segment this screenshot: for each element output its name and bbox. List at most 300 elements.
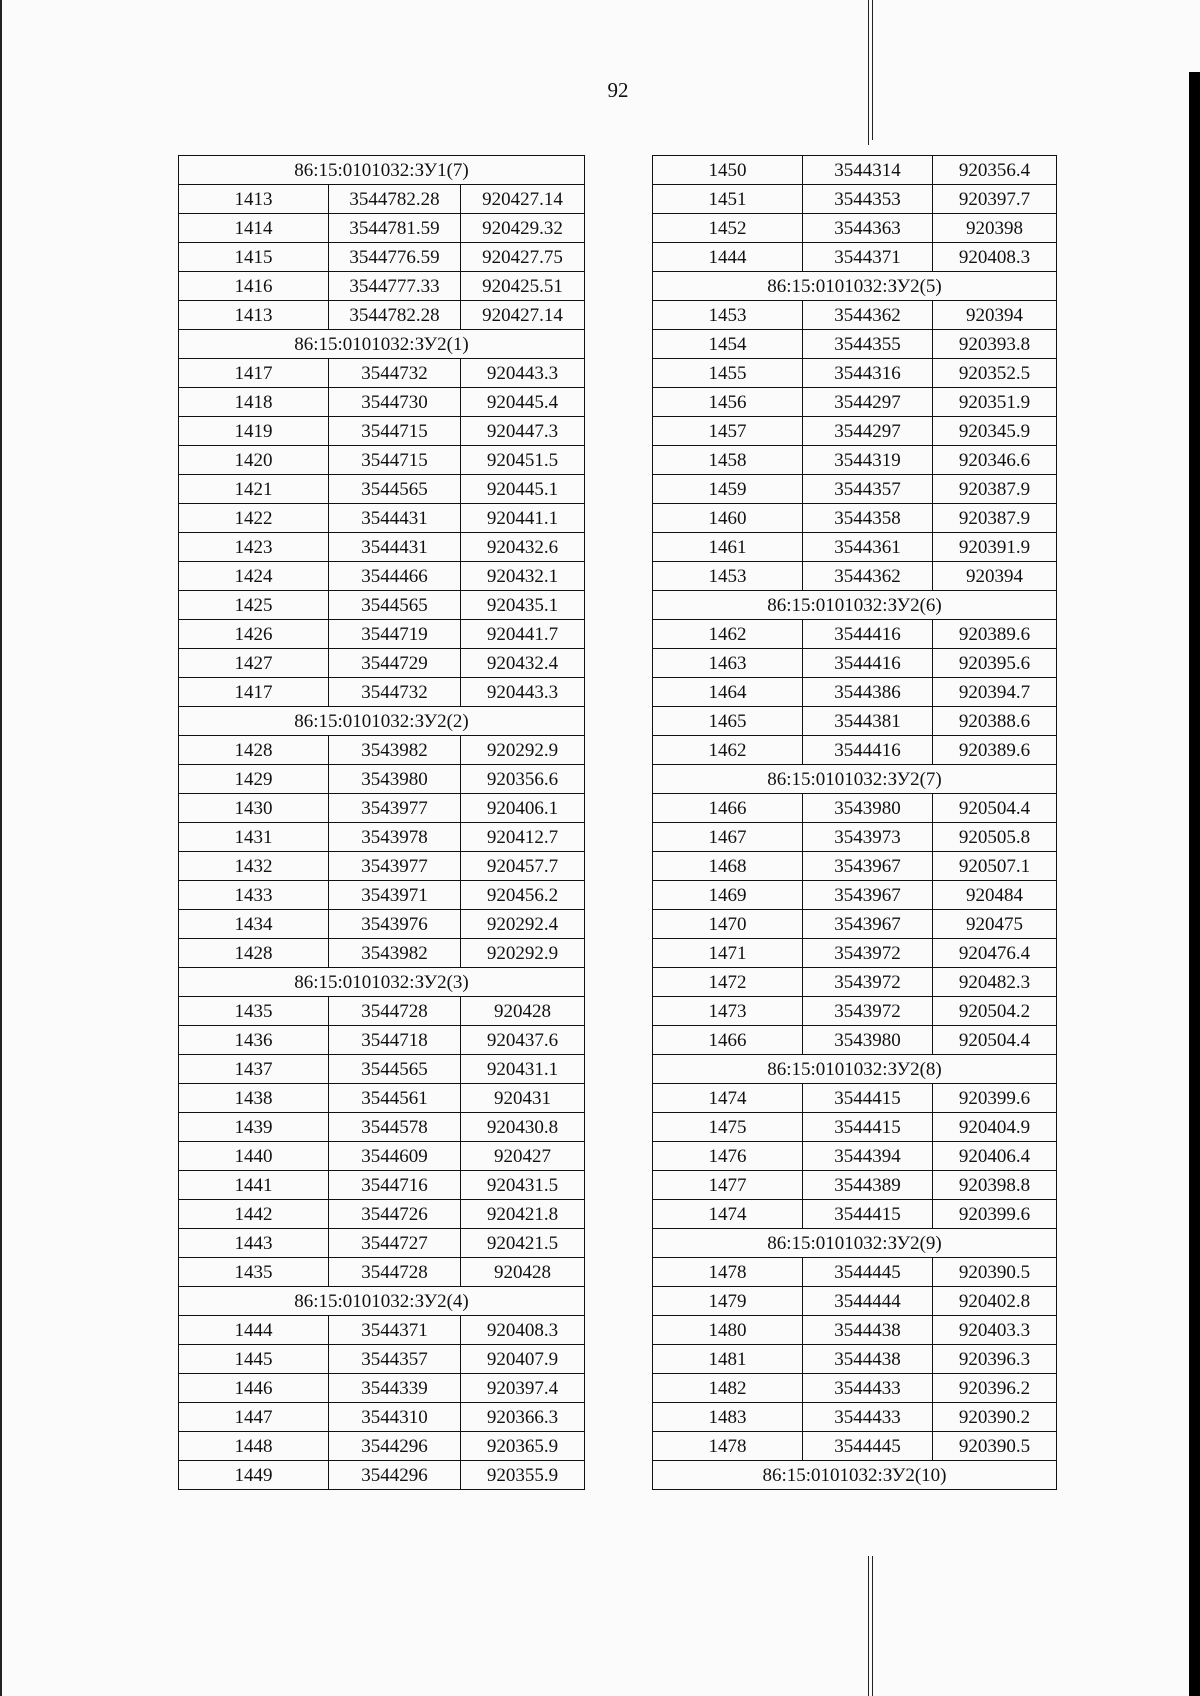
x-coordinate-cell: 3544415 (803, 1113, 933, 1142)
point-number-cell: 1417 (179, 678, 329, 707)
point-number-cell: 1472 (653, 968, 803, 997)
table-row (179, 475, 585, 504)
point-number-cell: 1421 (179, 475, 329, 504)
y-coordinate-cell: 920445.4 (461, 388, 585, 417)
table-row (653, 185, 1057, 214)
fold-line-top-2 (872, 0, 873, 140)
table-row (179, 1113, 585, 1142)
x-coordinate-cell: 3544371 (329, 1316, 461, 1345)
x-coordinate-cell: 3544363 (803, 214, 933, 243)
x-coordinate-cell: 3543976 (329, 910, 461, 939)
point-number-cell: 1475 (653, 1113, 803, 1142)
table-row (179, 591, 585, 620)
point-number-cell: 1480 (653, 1316, 803, 1345)
table-row (653, 1345, 1057, 1374)
point-number-cell: 1467 (653, 823, 803, 852)
y-coordinate-cell: 920456.2 (461, 881, 585, 910)
y-coordinate-cell: 920484 (933, 881, 1057, 910)
x-coordinate-cell: 3544415 (803, 1200, 933, 1229)
y-coordinate-cell: 920431.1 (461, 1055, 585, 1084)
x-coordinate-cell: 3544716 (329, 1171, 461, 1200)
table-row (653, 736, 1057, 765)
section-header-row (653, 1461, 1057, 1490)
y-coordinate-cell: 920389.6 (933, 620, 1057, 649)
point-number-cell: 1434 (179, 910, 329, 939)
point-number-cell: 1439 (179, 1113, 329, 1142)
point-number-cell: 1458 (653, 446, 803, 475)
section-header-row (653, 1055, 1057, 1084)
y-coordinate-cell: 920432.4 (461, 649, 585, 678)
x-coordinate-cell: 3543967 (803, 881, 933, 910)
x-coordinate-cell: 3544310 (329, 1403, 461, 1432)
x-coordinate-cell: 3544444 (803, 1287, 933, 1316)
y-coordinate-cell: 920387.9 (933, 475, 1057, 504)
y-coordinate-cell: 920356.6 (461, 765, 585, 794)
table-row (653, 620, 1057, 649)
y-coordinate-cell: 920394 (933, 301, 1057, 330)
x-coordinate-cell: 3544386 (803, 678, 933, 707)
table-row (179, 1432, 585, 1461)
table-row (179, 852, 585, 881)
x-coordinate-cell: 3544729 (329, 649, 461, 678)
y-coordinate-cell: 920390.5 (933, 1432, 1057, 1461)
point-number-cell: 1477 (653, 1171, 803, 1200)
table-row (653, 678, 1057, 707)
coordinates-table-right (652, 155, 1057, 1490)
point-number-cell: 1453 (653, 301, 803, 330)
section-header-row (179, 330, 585, 359)
point-number-cell: 1427 (179, 649, 329, 678)
y-coordinate-cell: 920427.14 (461, 185, 585, 214)
table-row (653, 881, 1057, 910)
point-number-cell: 1436 (179, 1026, 329, 1055)
parcel-id-cell: 86:15:0101032:ЗУ2(1) (179, 330, 585, 359)
x-coordinate-cell: 3544781.59 (329, 214, 461, 243)
parcel-id-cell: 86:15:0101032:ЗУ2(9) (653, 1229, 1057, 1258)
point-number-cell: 1459 (653, 475, 803, 504)
x-coordinate-cell: 3544389 (803, 1171, 933, 1200)
table-row (653, 1200, 1057, 1229)
x-coordinate-cell: 3544355 (803, 330, 933, 359)
x-coordinate-cell: 3544728 (329, 997, 461, 1026)
x-coordinate-cell: 3544371 (803, 243, 933, 272)
x-coordinate-cell: 3544381 (803, 707, 933, 736)
x-coordinate-cell: 3544353 (803, 185, 933, 214)
x-coordinate-cell: 3544362 (803, 562, 933, 591)
table-row (653, 475, 1057, 504)
y-coordinate-cell: 920391.9 (933, 533, 1057, 562)
point-number-cell: 1483 (653, 1403, 803, 1432)
y-coordinate-cell: 920390.2 (933, 1403, 1057, 1432)
table-row (179, 881, 585, 910)
x-coordinate-cell: 3544565 (329, 475, 461, 504)
y-coordinate-cell: 920430.8 (461, 1113, 585, 1142)
x-coordinate-cell: 3544319 (803, 446, 933, 475)
point-number-cell: 1428 (179, 736, 329, 765)
y-coordinate-cell: 920394.7 (933, 678, 1057, 707)
point-number-cell: 1443 (179, 1229, 329, 1258)
point-number-cell: 1461 (653, 533, 803, 562)
x-coordinate-cell: 3544578 (329, 1113, 461, 1142)
point-number-cell: 1419 (179, 417, 329, 446)
y-coordinate-cell: 920351.9 (933, 388, 1057, 417)
parcel-id-cell: 86:15:0101032:ЗУ1(7) (179, 156, 585, 185)
point-number-cell: 1457 (653, 417, 803, 446)
x-coordinate-cell: 3544732 (329, 678, 461, 707)
table-row (653, 707, 1057, 736)
x-coordinate-cell: 3543978 (329, 823, 461, 852)
x-coordinate-cell: 3543977 (329, 794, 461, 823)
point-number-cell: 1449 (179, 1461, 329, 1490)
point-number-cell: 1462 (653, 620, 803, 649)
table-row (653, 1084, 1057, 1113)
point-number-cell: 1447 (179, 1403, 329, 1432)
point-number-cell: 1416 (179, 272, 329, 301)
table-row (179, 446, 585, 475)
table-row (653, 649, 1057, 678)
x-coordinate-cell: 3544727 (329, 1229, 461, 1258)
y-coordinate-cell: 920408.3 (461, 1316, 585, 1345)
table-row (653, 359, 1057, 388)
x-coordinate-cell: 3544362 (803, 301, 933, 330)
point-number-cell: 1415 (179, 243, 329, 272)
y-coordinate-cell: 920406.1 (461, 794, 585, 823)
point-number-cell: 1456 (653, 388, 803, 417)
point-number-cell: 1425 (179, 591, 329, 620)
y-coordinate-cell: 920345.9 (933, 417, 1057, 446)
table-row (179, 939, 585, 968)
y-coordinate-cell: 920435.1 (461, 591, 585, 620)
point-number-cell: 1414 (179, 214, 329, 243)
y-coordinate-cell: 920390.5 (933, 1258, 1057, 1287)
x-coordinate-cell: 3544297 (803, 388, 933, 417)
y-coordinate-cell: 920412.7 (461, 823, 585, 852)
x-coordinate-cell: 3544296 (329, 1432, 461, 1461)
table-row (179, 1345, 585, 1374)
x-coordinate-cell: 3544565 (329, 591, 461, 620)
table-row (653, 910, 1057, 939)
y-coordinate-cell: 920366.3 (461, 1403, 585, 1432)
table-row (653, 968, 1057, 997)
x-coordinate-cell: 3544715 (329, 417, 461, 446)
x-coordinate-cell: 3544416 (803, 736, 933, 765)
table-row (653, 388, 1057, 417)
point-number-cell: 1431 (179, 823, 329, 852)
y-coordinate-cell: 920365.9 (461, 1432, 585, 1461)
x-coordinate-cell: 3543982 (329, 736, 461, 765)
table-row (653, 243, 1057, 272)
point-number-cell: 1469 (653, 881, 803, 910)
table-row (179, 533, 585, 562)
x-coordinate-cell: 3544719 (329, 620, 461, 649)
table-row (653, 562, 1057, 591)
fold-line-top (868, 0, 869, 145)
x-coordinate-cell: 3544776.59 (329, 243, 461, 272)
x-coordinate-cell: 3544415 (803, 1084, 933, 1113)
section-header-row (653, 591, 1057, 620)
y-coordinate-cell: 920443.3 (461, 678, 585, 707)
table-row (179, 649, 585, 678)
y-coordinate-cell: 920475 (933, 910, 1057, 939)
point-number-cell: 1435 (179, 1258, 329, 1287)
x-coordinate-cell: 3543980 (803, 1026, 933, 1055)
y-coordinate-cell: 920476.4 (933, 939, 1057, 968)
x-coordinate-cell: 3544445 (803, 1432, 933, 1461)
y-coordinate-cell: 920447.3 (461, 417, 585, 446)
y-coordinate-cell: 920388.6 (933, 707, 1057, 736)
point-number-cell: 1473 (653, 997, 803, 1026)
x-coordinate-cell: 3544433 (803, 1374, 933, 1403)
parcel-id-cell: 86:15:0101032:ЗУ2(2) (179, 707, 585, 736)
point-number-cell: 1422 (179, 504, 329, 533)
parcel-id-cell: 86:15:0101032:ЗУ2(4) (179, 1287, 585, 1316)
table-row (179, 620, 585, 649)
point-number-cell: 1470 (653, 910, 803, 939)
x-coordinate-cell: 3544466 (329, 562, 461, 591)
table-row (179, 1258, 585, 1287)
point-number-cell: 1437 (179, 1055, 329, 1084)
x-coordinate-cell: 3544609 (329, 1142, 461, 1171)
y-coordinate-cell: 920504.4 (933, 1026, 1057, 1055)
y-coordinate-cell: 920428 (461, 997, 585, 1026)
point-number-cell: 1423 (179, 533, 329, 562)
point-number-cell: 1426 (179, 620, 329, 649)
y-coordinate-cell: 920398 (933, 214, 1057, 243)
x-coordinate-cell: 3543980 (803, 794, 933, 823)
y-coordinate-cell: 920443.3 (461, 359, 585, 388)
table-row (179, 243, 585, 272)
y-coordinate-cell: 920399.6 (933, 1084, 1057, 1113)
table-row (179, 794, 585, 823)
point-number-cell: 1451 (653, 185, 803, 214)
x-coordinate-cell: 3544715 (329, 446, 461, 475)
y-coordinate-cell: 920457.7 (461, 852, 585, 881)
point-number-cell: 1435 (179, 997, 329, 1026)
y-coordinate-cell: 920504.2 (933, 997, 1057, 1026)
x-coordinate-cell: 3543980 (329, 765, 461, 794)
point-number-cell: 1450 (653, 156, 803, 185)
y-coordinate-cell: 920432.1 (461, 562, 585, 591)
x-coordinate-cell: 3544777.33 (329, 272, 461, 301)
x-coordinate-cell: 3544438 (803, 1316, 933, 1345)
point-number-cell: 1452 (653, 214, 803, 243)
y-coordinate-cell: 920393.8 (933, 330, 1057, 359)
point-number-cell: 1417 (179, 359, 329, 388)
x-coordinate-cell: 3543977 (329, 852, 461, 881)
table-row (653, 1258, 1057, 1287)
x-coordinate-cell: 3544358 (803, 504, 933, 533)
table-row (179, 678, 585, 707)
table-row (179, 272, 585, 301)
table-row (179, 359, 585, 388)
x-coordinate-cell: 3544445 (803, 1258, 933, 1287)
point-number-cell: 1474 (653, 1200, 803, 1229)
table-row (179, 417, 585, 446)
point-number-cell: 1424 (179, 562, 329, 591)
y-coordinate-cell: 920397.7 (933, 185, 1057, 214)
y-coordinate-cell: 920396.2 (933, 1374, 1057, 1403)
x-coordinate-cell: 3543972 (803, 968, 933, 997)
fold-line-bottom (868, 1556, 869, 1696)
x-coordinate-cell: 3543967 (803, 852, 933, 881)
x-coordinate-cell: 3544297 (803, 417, 933, 446)
point-number-cell: 1453 (653, 562, 803, 591)
parcel-id-cell: 86:15:0101032:ЗУ2(7) (653, 765, 1057, 794)
table-row (653, 1287, 1057, 1316)
point-number-cell: 1448 (179, 1432, 329, 1461)
table-row (653, 1403, 1057, 1432)
section-header-row (179, 968, 585, 997)
y-coordinate-cell: 920404.9 (933, 1113, 1057, 1142)
point-number-cell: 1454 (653, 330, 803, 359)
y-coordinate-cell: 920387.9 (933, 504, 1057, 533)
table-row (653, 1026, 1057, 1055)
y-coordinate-cell: 920431.5 (461, 1171, 585, 1200)
point-number-cell: 1445 (179, 1345, 329, 1374)
table-row (179, 1403, 585, 1432)
point-number-cell: 1429 (179, 765, 329, 794)
point-number-cell: 1440 (179, 1142, 329, 1171)
x-coordinate-cell: 3544431 (329, 504, 461, 533)
right-edge-bar (1189, 72, 1200, 1696)
point-number-cell: 1413 (179, 185, 329, 214)
x-coordinate-cell: 3544438 (803, 1345, 933, 1374)
point-number-cell: 1482 (653, 1374, 803, 1403)
y-coordinate-cell: 920406.4 (933, 1142, 1057, 1171)
x-coordinate-cell: 3543972 (803, 997, 933, 1026)
x-coordinate-cell: 3544433 (803, 1403, 933, 1432)
y-coordinate-cell: 920431 (461, 1084, 585, 1113)
point-number-cell: 1446 (179, 1374, 329, 1403)
table-row (179, 1026, 585, 1055)
table-row (653, 504, 1057, 533)
parcel-id-cell: 86:15:0101032:ЗУ2(8) (653, 1055, 1057, 1084)
table-row (653, 1374, 1057, 1403)
y-coordinate-cell: 920408.3 (933, 243, 1057, 272)
point-number-cell: 1428 (179, 939, 329, 968)
y-coordinate-cell: 920421.5 (461, 1229, 585, 1258)
x-coordinate-cell: 3544339 (329, 1374, 461, 1403)
table-row (653, 1113, 1057, 1142)
point-number-cell: 1420 (179, 446, 329, 475)
y-coordinate-cell: 920396.3 (933, 1345, 1057, 1374)
y-coordinate-cell: 920352.5 (933, 359, 1057, 388)
y-coordinate-cell: 920507.1 (933, 852, 1057, 881)
x-coordinate-cell: 3544296 (329, 1461, 461, 1490)
left-edge-line (0, 0, 2, 1696)
parcel-id-cell: 86:15:0101032:ЗУ2(6) (653, 591, 1057, 620)
y-coordinate-cell: 920432.6 (461, 533, 585, 562)
y-coordinate-cell: 920425.51 (461, 272, 585, 301)
y-coordinate-cell: 920389.6 (933, 736, 1057, 765)
point-number-cell: 1474 (653, 1084, 803, 1113)
point-number-cell: 1444 (653, 243, 803, 272)
point-number-cell: 1466 (653, 1026, 803, 1055)
x-coordinate-cell: 3544732 (329, 359, 461, 388)
x-coordinate-cell: 3543967 (803, 910, 933, 939)
x-coordinate-cell: 3543973 (803, 823, 933, 852)
coordinates-table-left (178, 155, 585, 1490)
table-row (179, 1316, 585, 1345)
y-coordinate-cell: 920421.8 (461, 1200, 585, 1229)
table-row (179, 1171, 585, 1200)
x-coordinate-cell: 3544431 (329, 533, 461, 562)
y-coordinate-cell: 920441.7 (461, 620, 585, 649)
table-row (653, 852, 1057, 881)
y-coordinate-cell: 920427.14 (461, 301, 585, 330)
table-row (179, 765, 585, 794)
x-coordinate-cell: 3544728 (329, 1258, 461, 1287)
table-row (653, 214, 1057, 243)
table-row (653, 417, 1057, 446)
y-coordinate-cell: 920355.9 (461, 1461, 585, 1490)
section-header-row (179, 1287, 585, 1316)
section-header-row (653, 765, 1057, 794)
y-coordinate-cell: 920292.4 (461, 910, 585, 939)
y-coordinate-cell: 920399.6 (933, 1200, 1057, 1229)
y-coordinate-cell: 920482.3 (933, 968, 1057, 997)
parcel-id-cell: 86:15:0101032:ЗУ2(10) (653, 1461, 1057, 1490)
table-row (653, 794, 1057, 823)
x-coordinate-cell: 3544730 (329, 388, 461, 417)
y-coordinate-cell: 920427 (461, 1142, 585, 1171)
table-row (653, 301, 1057, 330)
y-coordinate-cell: 920346.6 (933, 446, 1057, 475)
point-number-cell: 1465 (653, 707, 803, 736)
x-coordinate-cell: 3544357 (803, 475, 933, 504)
table-row (653, 533, 1057, 562)
table-row (653, 330, 1057, 359)
y-coordinate-cell: 920403.3 (933, 1316, 1057, 1345)
point-number-cell: 1466 (653, 794, 803, 823)
point-number-cell: 1462 (653, 736, 803, 765)
table-row (653, 1432, 1057, 1461)
y-coordinate-cell: 920441.1 (461, 504, 585, 533)
y-coordinate-cell: 920451.5 (461, 446, 585, 475)
table-row (653, 156, 1057, 185)
table-row (653, 1316, 1057, 1345)
y-coordinate-cell: 920397.4 (461, 1374, 585, 1403)
section-header-row (653, 1229, 1057, 1258)
point-number-cell: 1478 (653, 1432, 803, 1461)
x-coordinate-cell: 3544718 (329, 1026, 461, 1055)
point-number-cell: 1471 (653, 939, 803, 968)
x-coordinate-cell: 3544357 (329, 1345, 461, 1374)
table-row (179, 823, 585, 852)
table-row (179, 1200, 585, 1229)
page-number: 92 (607, 78, 629, 102)
y-coordinate-cell: 920427.75 (461, 243, 585, 272)
y-coordinate-cell: 920398.8 (933, 1171, 1057, 1200)
y-coordinate-cell: 920428 (461, 1258, 585, 1287)
point-number-cell: 1481 (653, 1345, 803, 1374)
point-number-cell: 1455 (653, 359, 803, 388)
point-number-cell: 1468 (653, 852, 803, 881)
point-number-cell: 1413 (179, 301, 329, 330)
y-coordinate-cell: 920505.8 (933, 823, 1057, 852)
point-number-cell: 1442 (179, 1200, 329, 1229)
x-coordinate-cell: 3544416 (803, 620, 933, 649)
x-coordinate-cell: 3544565 (329, 1055, 461, 1084)
point-number-cell: 1463 (653, 649, 803, 678)
y-coordinate-cell: 920402.8 (933, 1287, 1057, 1316)
x-coordinate-cell: 3543982 (329, 939, 461, 968)
point-number-cell: 1460 (653, 504, 803, 533)
table-row (179, 214, 585, 243)
point-number-cell: 1479 (653, 1287, 803, 1316)
x-coordinate-cell: 3544561 (329, 1084, 461, 1113)
table-row (653, 823, 1057, 852)
